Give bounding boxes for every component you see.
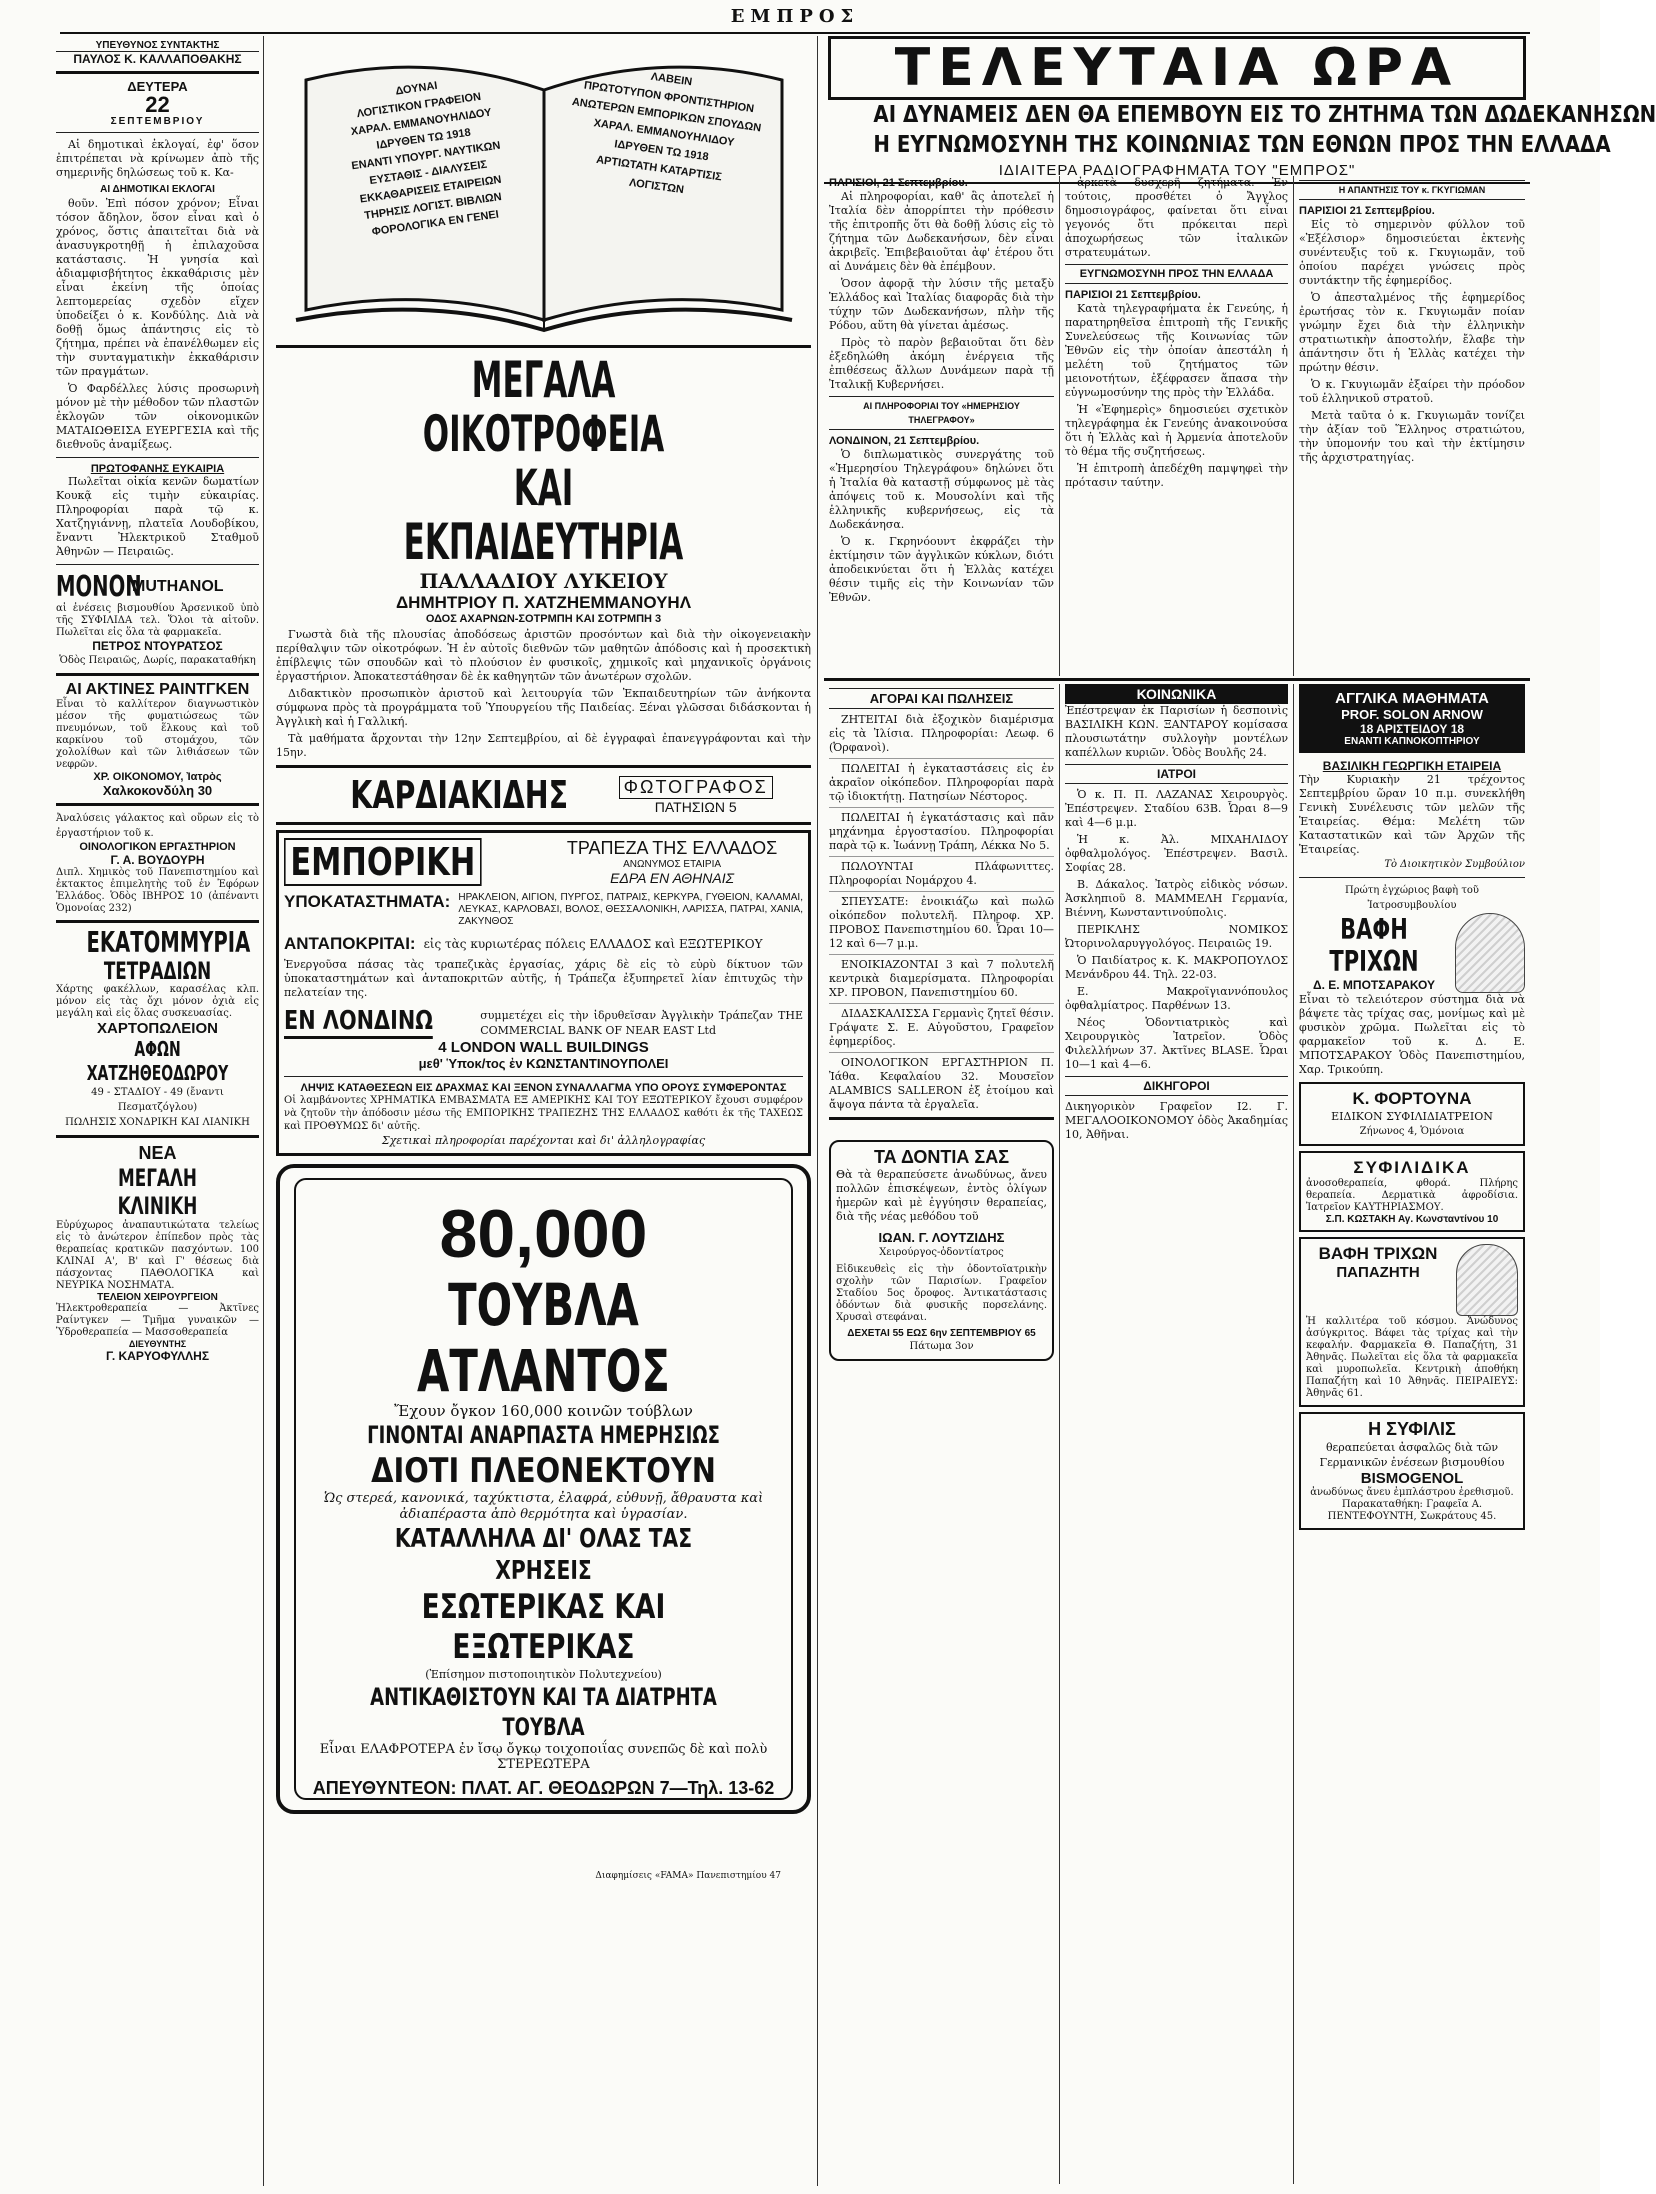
last-hour-banner (828, 36, 1526, 100)
hair-dye-text: Εἶναι τὸ τελειότερον σύστημα διὰ νὰ βάψετε τὰς τρίχας σας, μονίμως καὶ μὲ φυσικὸν χρῶμα. Πωλεῖται εἰς τὸ φαρμακεῖον τοῦ κ. Δ. Ε. ΜΠΟΤΣΑΡΑΚΟΥ Ὁδὸς Πανεπιστημίου, Χαρ. Τρικούπη. (1299, 993, 1525, 1076)
hair-dye-2-title: ΒΑΦΗ ΤΡΙΧΩΝ (1318, 1244, 1438, 1263)
bricks-line-7: (Ἐπίσημον πιστοποιητικὸν Πολυτεχνείου) (425, 1668, 662, 1681)
photographer-address: ΠΑΤΗΣΙΩΝ 5 (654, 798, 737, 815)
hair-dye-name: Δ. Ε. ΜΠΟΤΣΑΡΑΚΟΥ (1312, 978, 1436, 992)
headline-1: ΑΙ ΔΥΝΑΜΕΙΣ ΔΕΝ ΘΑ ΕΠΕΜΒΟΥΝ ΕΙΣ ΤΟ ΖΗΤΗΜΑ ΤΩΝ ΔΩΔΕΚΑΝΗΣΩΝ (873, 102, 1656, 128)
woman-portrait-image (1455, 913, 1525, 993)
lawyer-entry: Δικηγορικὸν Γραφεῖον Ι2. Γ. ΜΕΓΑΛΟΟΙΚΟΝΟΜΟΥ ὁδὸς Ἀκαδημίας 10, Ἀθῆναι. (1065, 1100, 1288, 1141)
teeth-address: Πάτωμα 3ον (909, 1341, 974, 1352)
fortouna-name: Κ. ΦΟΡΤΟΥΝΑ (1352, 1089, 1472, 1108)
geo-society-text: Τὴν Κυριακὴν 21 τρέχοντος Σεπτεμβρίου ὥραν 10 π.μ. συνεκλήθη Γενικὴ Συνέλευσις τῶν μελῶν τῆς Ἑταιρείας. Θέμα: Μελέτη τῶν Καταστατικῶν καὶ τῶν Ἀρχῶν τῆς Ἑταιρείας. (1299, 773, 1525, 856)
clinic-surgery: ΤΕΛΕΙΟΝ ΧΕΙΡΟΥΡΓΕΙΟΝ (97, 1292, 218, 1303)
editorial-article (56, 138, 259, 452)
bank-name: ΕΜΠΟΡΙΚΗ (284, 838, 482, 886)
clinic-title: ΜΕΓΑΛΗ ΚΛΙΝΙΚΗ (117, 1164, 198, 1220)
middle-column (270, 36, 818, 2186)
hair-dye-ad-1 (1299, 913, 1525, 993)
fortouna-address: Ζήνωνος 4, Ὁμόνοια (1359, 1126, 1465, 1137)
bricks-line-2: ΓΙΝΟΝΤΑΙ ΑΝΑΡΠΑΣΤΑ ΗΜΕΡΗΣΙΩΣ (367, 1421, 720, 1449)
hair-dye-2-name: ΠΑΠΑΖΗΤΗ (1336, 1264, 1420, 1281)
school-owner: ΔΗΜΗΤΡΙΟΥ Π. ΧΑΤΖΗΕΜΜΑΝΟΥΗΛ (395, 593, 692, 612)
news-dateline: ΛΟΝΔΙΝΟΝ, 21 Σεπτεμβρίου. (829, 435, 980, 447)
weekday: ΔΕΥΤΕΡΑ (127, 79, 188, 94)
news-subheading: ΑΙ ΠΛΗΡΟΦΟΡΙΑΙ ΤΟΥ «ΗΜΕΡΗΣΙΟΥ ΤΗΛΕΓΡΑΦΟΥ» (829, 396, 1054, 430)
notebooks-title-2: ΤΕΤΡΑΔΙΩΝ (103, 957, 212, 985)
bank-header (284, 838, 803, 886)
bricks-ad (276, 1164, 811, 1881)
teeth-hours: ΔΕΧΕΤΑΙ 55 ΕΩΣ 6ην ΣΕΠΤΕΜΒΡΙΟΥ 65 (847, 1328, 1036, 1339)
masthead (60, 6, 1530, 34)
paper-shop-label: ΧΑΡΤΟΠΩΛΕΙΟΝ (97, 1020, 218, 1037)
news-para: Ὁ κ. Γκρηνόουντ ἐκφράζει τὴν ἐκτίμησιν τῶν ἀγγλικῶν κύκλων, διότι ἀποδεικνύεται ὅτι ἡ Ἑλλὰς κατέχει θέσιν τιμῆς εἰς τὴν Κοινωνίαν τῶν Ἐθνῶν. (829, 535, 1054, 604)
bank-sub-3: ΕΔΡΑ ΕΝ ΑΘΗΝΑΙΣ (610, 870, 735, 886)
syphilitic-doctor: Σ.Π. ΚΩΣΤΑΚΗ Αγ. Κωνσταντίνου 10 (1325, 1214, 1499, 1225)
woman-portrait-image (1456, 1244, 1518, 1316)
notebooks-text: Χάρτης φακέλλων, καρασέλας κλπ. μόνον εἰς τὰς ὄχι μόνον ὀχιὰ εἰς μεγάλη καὶ εἰς ὅλας συσκευασίας. (56, 984, 259, 1019)
syphilis-title: Η ΣΥΦΙΛΙΣ (1368, 1419, 1456, 1439)
sales-item: ΠΩΛΕΙΤΑΙ ἡ ἐγκαταστάσεις εἰς ἐν ἀκραῖον οἰκόπεδον. Πληροφορίαι παρὰ τῷ ἰδιοκτήτῃ. Πατησίων Νέστορος. (829, 762, 1054, 808)
month: ΣΕΠΤΕΜΒΡΙΟΥ (110, 116, 205, 127)
news-para: Αἱ πληροφορίαι, καθ' ἃς ἀποτελεῖ ἡ Ἰταλία δὲν ἀπορρίπτει τὴν πρόθεσιν τῆς ἐπιτροπῆς ὅτι θὰ δοθῇ λύσις εἰς τὸ ζήτημα τῶν Δωδεκανήσων, δὲν εἶναι ἀκριβεῖς. Ἐπιβεβαιοῦται ἀφ' ἑτέρου ὅτι αἱ Δυνάμεις δὲν θὰ ἐπέμβουν. (829, 190, 1054, 273)
bank-london-branch: μεθ' Ὑποκ/τος ἐν ΚΩΝΣΤΑΝΤΙΝΟΥΠΟΛΕΙ (418, 1056, 669, 1071)
xray-title: ΑΙ ΑΚΤΙΝΕΣ ΡΑΙΝΤΓΚΕΝ (65, 681, 250, 698)
bank-ad (276, 830, 811, 1156)
doctors-title: ΙΑΤΡΟΙ (1065, 764, 1288, 784)
news-para: Ἡ ἐπιτροπὴ ἀπεδέχθη παμψηφεὶ τὴν πρότασιν ταύτην. (1065, 462, 1288, 489)
masthead-title: ΕΜΠΡΟΣ (730, 6, 860, 27)
bricks-line-4: Ὡς στερεά, κανονικά, ταχύκτιστα, ἐλαφρά, εὐθυνῇ, ἄθραυστα καὶ ἀδιαπέραστα ἀπὸ θερμότητα καὶ ὑγρασίαν. (323, 1491, 764, 1522)
news-para: Κατὰ τηλεγραφήματα ἐκ Γενεύης, ἡ παρατηρηθεῖσα ἐπιτροπὴ τῆς Γενικῆς Συνελεύσεως τῆς Κοινωνίας τῶν Ἐθνῶν εἰς τὴν ὁποίαν ἀπεστάλη ἡ μελέτη τοῦ ζητήματος τῶν μειονοτήτων, ἐξέφρασεν ἅπασα τὴν εὐγνωμοσύνην της πρὸς τὴν Ἑλλάδα. (1065, 302, 1288, 399)
bricks-line-6: ΕΣΩΤΕΡΙΚΑΣ ΚΑΙ ΕΞΩΤΕΡΙΚΑΣ (421, 1587, 666, 1667)
news-subheading: Η ΑΠΑΝΤΗΣΙΣ ΤΟΥ κ. ΓΚΥΓΙΩΜΑΝ (1299, 180, 1525, 200)
bank-london (284, 1006, 803, 1039)
photographer-name: ΚΑΡΔΙΑΚΙΔΗΣ (350, 773, 569, 817)
english-prof: PROF. SOLON ARNOW (1341, 707, 1483, 722)
bricks-line-9: Εἶναι ΕΛΑΦΡΟΤΕΡΑ ἐν ἴσῳ ὄγκῳ τοιχοποιΐας συνεπῶς δὲ καὶ πολὺ ΣΤΕΡΕΩΤΕΡΑ (319, 1742, 768, 1772)
bricks-line-8: ΑΝΤΙΚΑΘΙΣΤΟΥΝ ΚΑΙ ΤΑ ΔΙΑΤΡΗΤΑ ΤΟΥΒΛΑ (370, 1683, 717, 1741)
editorial-section-title: ΑΙ ΔΗΜΟΤΙΚΑΙ ΕΚΛΟΓΑΙ (100, 184, 215, 195)
bank-branches-list: ΗΡΑΚΛΕΙΟΝ, ΑΙΓΙΟΝ, ΠΥΡΓΟΣ, ΠΑΤΡΑΙΣ, ΚΕΡΚΥΡΑ, ΓΥΘΕΙΟΝ, ΚΑΛΑΜΑΙ, ΛΕΥΚΑΣ, ΚΑΡΛΟΒΑΣΙ, ΒΟΛΟΣ, ΘΕΣΣΑΛΟΝΙΚΗ, ΛΑΡΙΣΣΑ, ΠΑΤΡΑΙ, ΧΑΝΙΑ, ΖΑΚΥΝΘΟΣ (458, 892, 803, 927)
hair-dye-intro: Πρώτη ἐγχώριος βαφὴ τοῦ Ἰατροσυμβουλίου (1345, 885, 1479, 911)
news-para: Μετὰ ταῦτα ὁ κ. Γκυγιωμᾶν τονίζει τὴν ἀξίαν τοῦ Ἕλληνος στρατιώτου, τὴν ὑπομονήν του καὶ τὴν ἐκτίμησιν τῆς ἀρχιστρατηγίας. (1299, 409, 1525, 464)
book-left-page: ΔΟΥΝΑΙ ΛΟΓΙΣΤΙΚΟΝ ΓΡΑΦΕΙΟΝ ΧΑΡΑΛ. ΕΜΜΑΝΟΥΗΛΙΔΟΥ ΙΔΡΥΘΕΝ ΤΩ 1918 ΕΝΑΝΤΙ ΥΠΟΥΡΓ. ΝΑΥΤΙΚΩΝ ΕΥΣΤΑΘΙΣ - ΔΙΑΛΥΣΕΙΣ ΕΚΚΑΘΑΡΙΣΕΙΣ ΕΤΑΙΡΕΙΩΝ ΤΗΡΗΣΙΣ ΛΟΓΙΣΤ. ΒΙΒΛΙΩΝ ΦΟΡΟΛΟΓΙΚΑ ΕΝ ΓΕΝΕΙ (350, 79, 503, 239)
opportunity-para: Πωλεῖται οἰκία κενῶν δωματίων Κουκᾷ εἰς τιμὴν εὐκαιρίας. Πληροφορίαι παρὰ τῷ κ. Χατζηγιάννῃ, πλατεῖα Λουδοβίκου, ἔναντι Ἠλεκτρικοῦ Σταθμοῦ Ἀθηνῶν — Πειραιῶς. (56, 475, 259, 558)
hair-dye-ad-1-text (1299, 914, 1449, 992)
clinic-new: ΝΕΑ (138, 1143, 177, 1163)
news-dateline: ΠΑΡΙΣΙΟΙ 21 Σεπτεμβρίου. (1065, 289, 1201, 301)
bricks-contact: ΑΠΕΥΘΥΝΤΕΟΝ: ΠΛΑΤ. ΑΓ. ΘΕΟΔΩΡΩΝ 7—Τηλ. 13-62 (312, 1778, 775, 1798)
lab-title: ΟΙΝΟΛΟΓΙΚΟΝ ΕΡΓΑΣΤΗΡΙΟΝ (79, 841, 236, 853)
bank-subtitle (541, 838, 803, 886)
xray-address: Χαλκοκονδύλη 30 (102, 783, 213, 798)
bricks-line-3: ΔΙΟΤΙ ΠΛΕΟΝΕΚΤΟΥΝ (371, 1451, 716, 1491)
news-dateline: ΠΑΡΙΣΙΟΙ, 21 Σεπτεμβρίου. (829, 177, 968, 189)
fortouna-role: ΕΙΔΙΚΟΝ ΣΥΦΙΛΙΔΙΑΤΡΕΙΟΝ (1331, 1110, 1493, 1123)
bank-london-address: 4 LONDON WALL BUILDINGS (438, 1039, 649, 1056)
classifieds-col-1 (824, 684, 1060, 2184)
bricks-line-5: ΚΑΤΑΛΛΗΛΑ ΔΙ' ΟΛΑΣ ΤΑΣ ΧΡΗΣΕΙΣ (394, 1524, 693, 1586)
notebooks-title-1: ΕΚΑΤΟΜΜΥΡΙΑ (86, 926, 251, 959)
news-para: Ὁσον ἀφορᾷ τὴν λύσιν τῆς μεταξὺ Ἑλλάδος καὶ Ἰταλίας διαφορᾶς διὰ τὴν τύχην τῶν Δωδεκανήσων, πλὴν τῆς Ρόδου, αὕτη θὰ γίνεται ἀμέσως. (829, 277, 1054, 332)
sales-item: ΔΙΔΑΣΚΑΛΙΣΣΑ Γερμανὶς ζητεῖ θέσιν. Γράψατε Σ. Ε. Αὐγοῦστου, Γραφεῖον ἐφημερίδος. (829, 1007, 1054, 1053)
sales-item: ΠΩΛΕΙΤΑΙ ἡ ἐγκατάστασις καὶ πᾶν μηχάνημα ἐργοστασίου. Πληροφορίαι παρὰ τῷ κ. Ἰωάννῃ Τράπη, Λέκκα No 5. (829, 811, 1054, 857)
news-para: ἀρκετὰ δυσχερῆ ζητήματα. Ἐν τούτοις, προσθέτει ὁ Ἄγγλος δημοσιογράφος, φαίνεται ὅτι εἶναι γεγονός ὅτι πρόκειται περὶ ἀποχωρήσεως τῶν ἰταλικῶν στρατευμάτων. (1065, 176, 1288, 259)
bricks-footer: Διαφημίσεις «FAMA» Πανεπιστημίου 47 (595, 1871, 781, 1881)
doctor-entry: Νέος Ὁδοντιατρικὸς καὶ Χειρουργικὸς Ἰατρεῖον. Ὁδὸς Φιλελλήνων 37. Ἀκτῖνες BLASE. Ὧραι 10—1 καὶ 4—6. (1065, 1016, 1288, 1071)
doctor-entry: Ὁ κ. Π. Π. ΛΑΖΑΝΑΣ Χειρουργὸς. Ἐπέστρεψεν. Σταδίου 63Β. Ὧραι 8—9 καὶ 4—6 μ.μ. (1065, 788, 1288, 829)
clinic-text: Εὐρύχωρος ἀναπαυτικώτατα τελείως εἰς τὸ ἀνώτερον ἐπίπεδον πρὸς τὰς θεραπείας κρατικῶν πασχόντων. 100 ΚΛΙΝΑΙ Α', Β' καὶ Γ' θέσεως διὰ πάσχοντας ΠΑΘΟΛΟΓΙΚΑ καὶ ΝΕΥΡΙΚΑ ΝΟΣΗΜΑΤΑ. (56, 1220, 259, 1291)
news-para: Ἡ «Ἐφημερὶς» δημοσιεύει σχετικὸν τηλεγράφημα ἐκ Γενεύης ἀνακοινούσα ὅτι ἡ Ἑλλὰς καὶ ἡ Ἀρμενία ἀποτελοῦν τὸ θέμα τῆς συζητήσεως. (1065, 403, 1288, 458)
school-title-2: ΚΑΙ ΕΚΠΑΙΔΕΥΤΗΡΙΑ (403, 459, 684, 571)
news-col-2 (1060, 176, 1294, 676)
photographer-ad (276, 773, 811, 817)
bricks-title: ΤΟΥΒΛΑ ΑΤΛΑΝΤΟΣ (417, 1271, 670, 1405)
school-para: Τὰ μαθήματα ἄρχονται τὴν 12ην Σεπτεμβρίου, αἱ δὲ ἐγγραφαὶ ἐπανεγγράφονται καὶ τὴν 15ην. (276, 732, 811, 759)
byline: ΙΔΙΑΙΤΕΡΑ ΡΑΔΙΟΓΡΑΦΗΜΑΤΑ ΤΟΥ "ΕΜΠΡΟΣ" (824, 162, 1530, 184)
editorial-para: Ὁ Φαρδέλλες λύσις προσωρινὴ μόνον μὲ τὴν μέθοδον τῶν πλαστῶν ἐκλογῶν τῶν οἰκονομικῶν ΜΑΤΑΙΩΘΕΙΣΑ ΕΥΕΡΓΕΣΙΑ καὶ τῆς διεθνοῦς ἀναμίξεως. (56, 382, 259, 451)
lab-intro: Ἀναλύσεις γάλακτος καὶ οὔρων εἰς τὸ ἐργαστήριον τοῦ κ. (56, 813, 259, 839)
opportunity-title: ΠΡΩΤΟΦΑΝΗΣ ΕΥΚΑΙΡΙΑ (90, 463, 225, 475)
xray-doctor: ΧΡ. ΟΙΚΟΝΟΜΟΥ, Ἰατρὸς (93, 771, 222, 783)
sales-item: ΠΩΛΟΥΝΤΑΙ Πλάφωνιττες. Πληροφορίαι Νομάρχου 4. (829, 860, 1054, 892)
school-address: ΟΔΟΣ ΑΧΑΡΝΩΝ-ΣΟΤΡΜΠΗ ΚΑΙ ΣΟΤΡΜΠΗ 3 (425, 613, 662, 625)
geo-society-title: ΒΑΣΙΛΙΚΗ ΓΕΩΡΓΙΚΗ ΕΤΑΙΡΕΙΑ (1322, 759, 1502, 773)
classifieds-area (824, 684, 1530, 2184)
bank-deposits-title: ΛΗΨΙΣ ΚΑΤΑΘΕΣΕΩΝ ΕΙΣ ΔΡΑΧΜΑΣ ΚΑΙ ΞΕΝΟΝ ΣΥΝΑΛΛΑΓΜΑ ΥΠΟ ΟΡΟΥΣ ΣΥΜΦΕΡΟΝΤΑΣ (300, 1082, 787, 1094)
lawyers-title: ΔΙΚΗΓΟΡΟΙ (1065, 1076, 1288, 1096)
news-dateline: ΠΑΡΙΣΙΟΙ 21 Σεπτεμβρίου. (1299, 205, 1435, 217)
right-area (824, 36, 1656, 2186)
bricks-number: 80,000 (439, 1196, 648, 1272)
syphilis-text-2: ἀνωδύνως ἄνευ ἐμπλάστρου ἐρεθισμοῦ. Παρακαταθήκη: Γραφεῖα Α. ΠΕΝΤΕΦΟΥΝΤΗ, Σωκράτους 45. (1310, 1487, 1514, 1522)
lab-name: Γ. Α. ΒΟΥΔΟΥΡΗ (110, 853, 205, 867)
muthanol-text: αἱ ἐνέσεις βισμουθίου Ἀρσενικοῦ ὑπὸ τῆς ΣΥΦΙΛΙΔΑ τελ. Ὅλοι τὰ αἰτοῦν. Πωλεῖται εἰς ὅλα τὰ φαρμακεῖα. (56, 603, 259, 638)
responsible-label: ΥΠΕΥΘΥΝΟΣ ΣΥΝΤΑΚΤΗΣ (56, 40, 259, 52)
bank-branches-label: ΥΠΟΚΑΤΑΣΤΗΜΑΤΑ: (284, 892, 451, 911)
social-title: ΚΟΙΝΩΝΙΚΑ (1065, 684, 1288, 704)
news-para: Ὁ κ. Γκυγιωμᾶν ἐξαίρει τὴν πρόοδον τοῦ ἑλληνικοῦ στρατοῦ. (1299, 378, 1525, 405)
clinic-extra: Ἠλεκτροθεραπεία — Ἀκτῖνες Ραίντγκεν — Τμῆμα γυναικῶν — Ὑδροθεραπεία — Μασσοθεραπεία (56, 1303, 259, 1338)
syphilitic-text: ἀνοσοθεραπεία, φθορά. Πλήρης θεραπεία. Δερματικὰ ἀφροδίσια. Ἰατρεῖον ΚΑΥΤΗΡΙΑΣΜΟΥ. (1306, 1178, 1518, 1213)
day-number: 22 (145, 92, 170, 117)
teeth-role: Χειρούργος-ὀδοντίατρος (879, 1247, 1004, 1258)
english-address-2: ΕΝΑΝΤΙ ΚΑΠΝΟΚΟΠΤΗΡΙΟΥ (1344, 736, 1480, 747)
bricks-inner (294, 1178, 793, 1881)
fortouna-ad (1299, 1082, 1525, 1146)
bank-sub-2: ΑΝΩΝΥΜΟΣ ΕΤΑΙΡΙΑ (623, 859, 722, 870)
sales-item: ΖΗΤΕΙΤΑΙ διὰ ἐξοχικὸν διαμέρισμα εἰς τὰ Ἰλίσια. Πληροφορίαι: Λεωφ. 6 (Ὀρφανοὶ). (829, 713, 1054, 759)
english-title: ΑΓΓΛΙΚΑ ΜΑΘΗΜΑΤΑ (1335, 690, 1489, 707)
headline-2: Η ΕΥΓΝΩΜΟΣΥΝΗ ΤΗΣ ΚΟΙΝΩΝΙΑΣ ΤΩΝ ΕΘΝΩΝ ΠΡΟΣ ΤΗΝ ΕΛΛΑΔΑ (873, 132, 1611, 158)
bank-info: Σχετικαὶ πληροφορίαι παρέχονται καὶ δι' ἀλληλογραφίας (381, 1134, 706, 1147)
editorial-para: Αἱ δημοτικαὶ ἐκλογαί, ἐφ' ὅσον ἐπιτρέπεται νὰ κρίνωμεν ἀπὸ τῆς σημερινῆς δηλώσεως τοῦ κ. Κα- (56, 138, 259, 179)
paper-shop-address: 49 - ΣΤΑΔΙΟΥ - 49 (ἔναντι Πεσματζόγλου) (91, 1087, 224, 1113)
teeth-doctor: ΙΩΑΝ. Γ. ΛΟΥΤΖΙΔΗΣ (878, 1230, 1005, 1245)
teeth-text: Θὰ τὰ θεραπεύσετε ἀνωδύνως, ἄνευ πολλῶν ἐπισκέψεων, ἐντὸς ὀλίγων ἡμερῶν καὶ μὲ ἐγγύησιν θεραπείας, διὰ τῆς νέας μεθόδου τοῦ (836, 1168, 1047, 1223)
bank-london-label: ΕΝ ΛΟΝΔΙΝΩ (284, 1006, 433, 1039)
news-para: Πρὸς τὸ παρὸν βεβαιοῦται ὅτι δὲν ἐξεδηλώθη ἀκόμη ἐνέργεια τῆς ἐπιθέσεως ἄλλων Δυνάμεων παρὰ τῇ Ἰταλικῇ Κυβερνήσει. (829, 336, 1054, 391)
editorial-para: θοῦν. Ἐπὶ πόσον χρόνον; Εἶναι τόσον ἄδηλον, ὅσον εἶναι καὶ ὁ χρόνος, ὅστις ἀπαιτεῖται διὰ νὰ ἀνασυγκροτηθῇ ἡ ἐπιλαχοῦσα κατάστασις. Ἡ γνησία καὶ ἀδιαμφισβήτητος ἐκκαθάρισις μὲν εἶναι ἐκείνη τῆς ὁποίας λεπτομερείας σχεδὸν εἴχεν ὑποδείξει ὁ κ. Κονδύλης. Διὰ νὰ δοθῇ ὅμως ἀπάντησις εἰς τὸ ζήτημα, πρέπει νὰ ἐπανέλθωμεν εἰς τὴν συνταγματικὴν ἐκκαθάρισιν τῶν πραγμάτων. (56, 197, 259, 378)
doctors-list (1065, 788, 1288, 1072)
syphilitic-title: ΣΥΦΙΛΙΔΙΚΑ (1353, 1158, 1471, 1177)
monon-label: ΜΟΝΟΝ (56, 570, 142, 603)
bismogenol-ad (1299, 1412, 1525, 1530)
news-col-3 (1294, 176, 1530, 676)
photographer-info (619, 776, 773, 815)
muthanol-addr: Ὁδὸς Πειραιῶς, Δωρίς, παρακαταθήκη (59, 655, 256, 666)
doctor-entry: Ἡ κ. Ἀλ. ΜΙΧΑΗΛΙΔΟΥ ὀφθαλμολόγος. Ἐπέστρεψεν. Βασιλ. Σοφίας 28. (1065, 833, 1288, 874)
editor-name: ΠΑΥΛΟΣ Κ. ΚΑΛΛΑΠΟΘΑΚΗΣ (73, 52, 242, 66)
paper-shop-owner: ΑΦΩΝ ΧΑΤΖΗΘΕΟΔΩΡΟΥ (86, 1037, 229, 1085)
hair-dye-2-text: Ἡ καλλιτέρα τοῦ κόσμου. Ἀνώδυνος ἀσύγκριτος. Βάφει τὰς τρίχας καὶ τὴν κεφαλήν. Φαρμακεῖα Θ. Παπαζήτη, 31 Ἀθηνᾶς. Πωλεῖται εἰς ὅλα τὰ φαρμακεῖα καὶ μυροπωλεῖα. Κεντρικὴ ἀποθήκη Παπαζήτη καὶ 10 Ἀθηνᾶς. ΠΕΙΡΑΙΕΥΣ: Ἀθηνᾶς 61. (1306, 1316, 1518, 1399)
muthanol-ad (56, 570, 259, 603)
hair-dye-ad-2-heading (1306, 1244, 1450, 1316)
paper-shop-sales: ΠΩΛΗΣΙΣ ΧΟΝΔΡΙΚΗ ΚΑΙ ΛΙΑΝΙΚΗ (65, 1117, 250, 1128)
muthanol-label: MUTHANOL (132, 577, 224, 595)
syphilitic-ad (1299, 1151, 1525, 1232)
classifieds-col-3 (1294, 684, 1530, 2184)
sales-title: ΑΓΟΡΑΙ ΚΑΙ ΠΩΛΗΣΕΙΣ (829, 688, 1054, 709)
teeth-more: Εἰδικευθεὶς εἰς τὴν ὀδοντοϊατρικὴν σχολὴν τῶν Παρισίων. Γραφεῖον Σταδίου 5ος ὄροφος. Ἀντικατάστασις ὀδόντων διὰ φυσικῆς πορσελάνης. Χρυσαὶ στεφάναι. (836, 1264, 1047, 1323)
bank-correspondents-label: ΑΝΤΑΠΟΚΡΙΤΑΙ: (284, 934, 416, 953)
school-para: Γνωστὰ διὰ τῆς πλουσίας ἀποδόσεως ἀριστῶν προσόντων καὶ διὰ τὴν οἰκογενειακὴν περίθαλψιν τῶν οἰκοτρόφων. Ἡ ἐν αὐτοῖς διεθνῶν τῶν μαθητῶν ἀπόδοσις καὶ ἡ προσεκτικὴ ἐπίβλεψις τῶν σπουδῶν καὶ τὸ πλούσιον ἐν φυσικοῖς, χημικοῖς καὶ μηχανικοῖς ὀργάνοις ἐργαστήριον. Ἀποκατεστάθησαν δὲ ἐκ καθηγητῶν τῶν ἀνωτέρων σχολῶν. (276, 628, 811, 683)
banner-title: ΤΕΛΕΥΤΑΙΑ ΩΡΑ (894, 38, 1460, 98)
sales-item: ΕΝΟΙΚΙΑΖΟΝΤΑΙ 3 καὶ 7 πολυτελῆ κεντρικὰ διαμερίσματα. Πληροφορίαι ΧΡ. ΠΡΟΒΟΝ, Πανεπιστημίου 60. (829, 958, 1054, 1004)
clinic-director-label: ΔΙΕΥΘΥΝΤΗΣ (128, 1339, 187, 1349)
english-address: 18 ΑΡΙΣΤΕΙΔΟΥ 18 (1359, 722, 1465, 736)
news-para: Ὁ ἀπεσταλμένος τῆς ἐφημερίδος ἐρωτήσας τὸν κ. Γκυγιωμᾶν ποίαν γνώμην ἔχει διὰ τὴν ἑλληνικὴν στρατιωτικὴν ἀποστολήν, ἔλαβε τὴν ἀπάντησιν ὅτι ἡ Ἑλλὰς κατέχει τὴν πρώτην θέσιν. (1299, 291, 1525, 374)
left-column (52, 36, 264, 2186)
sales-item: ΟΙΝΟΛΟΓΙΚΟΝ ΕΡΓΑΣΤΗΡΙΟΝ Π. Ἰάθα. Κεφαλαίου 32. Μουσεῖον ALAMBICS SALLERON ἐξ ἑτοίμου καὶ ἄψογα πάντα τὰ ἐργαλεῖα. (829, 1056, 1054, 1111)
accounting-book-ad (276, 40, 811, 340)
school-para: Διδακτικὸν προσωπικὸν ἀριστοῦ καὶ λειτουργία τῶν Ἐκπαιδευτηρίων τῶν ἀνήκοντα σύμφωνα πρὸς τὰ προγράμματα τοῦ Ὑπουργείου τῆς Παιδείας. Ξέναι γλῶσσαι διδάσκονται ἡ Ἀγγλικὴ καὶ ἡ Γαλλική. (276, 687, 811, 728)
sales-item: ΣΠΕΥΣΑΤΕ: ἐνοικιάζω καὶ πωλῶ οἰκόπεδον πολυτελῆ. Πληροφ. ΧΡ. ΠΡΟΒΟΣ Πανεπιστημίου 60. Ὧραι 10—12 καὶ 6—7 μ.μ. (829, 895, 1054, 955)
bank-correspondents (284, 934, 803, 954)
doctor-entry: ΠΕΡΙΚΛΗΣ ΝΟΜΙΚΟΣ Ὠτορινολαρυγγολόγος. Πειραιῶς 19. (1065, 923, 1288, 950)
hair-dye-ad-2 (1299, 1237, 1525, 1407)
bank-operations: Ἐνεργοῦσα πάσας τὰς τραπεζικὰς ἐργασίας, χάρις δὲ εἰς τὸ εὐρὺ δίκτυον τῶν ὑποκαταστημάτων καὶ ἀνταποκριτῶν αὐτῆς, ἡ Τράπεζα ἐξυπηρετεῖ λίαν ἐπιτυχῶς τὴν πελατείαν της. (284, 958, 803, 999)
news-subheading: ΕΥΓΝΩΜΟΣΥΝΗ ΠΡΟΣ ΤΗΝ ΕΛΛΑΔΑ (1065, 264, 1288, 284)
book-right-page: ΛΑΒΕΙΝ ΠΡΩΤΟΤΥΠΟΝ ΦΡΟΝΤΙΣΤΗΡΙΟΝ ΑΝΩΤΕΡΩΝ ΕΜΠΟΡΙΚΩΝ ΣΠΟΥΔΩΝ ΧΑΡΑΛ. ΕΜΜΑΝΟΥΗΛΙΔΟΥ ΙΔΡΥΘΕΝ ΤΩ 1918 ΑΡΤΙΩΤΑΤΗ ΚΑΤΑΡΤΙΣΙΣ ΛΟΓΙΣΤΩΝ (571, 70, 762, 197)
muthanol-rep: ΠΕΤΡΟΣ ΝΤΟΥΡΑΤΣΟΣ (92, 639, 223, 653)
news-para: Εἰς τὸ σημερινὸν φύλλον τοῦ «Ἐξέλσιορ» δημοσιεύεται ἐκτενὴς συνέντευξις τοῦ κ. Γκυγιωμᾶν, τοῦ ὁποίου παρέχει γνώσεις πρὸς συντάκτην τῆς ἐφημερίδος. (1299, 218, 1525, 287)
hair-dye-title: ΒΑΦΗ ΤΡΙΧΩΝ (1329, 913, 1419, 978)
news-para: Ὁ διπλωματικὸς συνεργάτης τοῦ «Ἡμερησίου Τηλεγράφου» δηλώνει ὅτι ἡ Ἰταλία θὰ καταστῇ σύμφωνος μὲ τὰς ἀπόψεις τοῦ κ. Μουσολίνι καὶ τῆς ἑλληνικῆς κυβερνήσεως, εἰς τὰ Δωδεκάνησα. (829, 448, 1054, 531)
bank-london-text: συμμετέχει εἰς τὴν ἱδρυθεῖσαν Ἀγγλικὴν Τράπεζαν THE COMMERCIAL BANK OF NEAR EAST Ltd (480, 1008, 803, 1037)
doctor-entry: Ε. Μακροϊγιαννόπουλος ὀφθαλμίατρος. Παρθένων 13. (1065, 985, 1288, 1012)
doctor-entry: Ὁ Παιδίατρος κ. Κ. ΜΑΚΡΟΠΟΥΛΟΣ Μενάνδρου 44. Τηλ. 22-03. (1065, 954, 1288, 981)
lab-text: Διπλ. Χημικὸς τοῦ Πανεπιστημίου καὶ ἐκτακτος ἐπιμελητὴς τοῦ ἐν Ἐφόρων Ἑλλάδος. Ὁδὸς ΙΒΗΡΟΣ 10 (ἀπέναντι Ὁμονοίας 232) (56, 867, 259, 914)
english-lessons-ad (1299, 684, 1525, 753)
bricks-line-1: Ἔχουν ὄγκον 160,000 κοινῶν τούβλων (394, 1402, 693, 1420)
bank-branches (284, 892, 803, 928)
school-subtitle: ΠΑΛΛΑΔΙΟΥ ΛΥΚΕΙΟΥ (419, 569, 668, 593)
syphilis-text: θεραπεύεται ἀσφαλῶς διὰ τῶν Γερμανικῶν ἐνέσεων βισμουθίου (1319, 1441, 1505, 1469)
news-columns (824, 176, 1530, 676)
bismogenol-name: BISMOGENOL (1360, 1470, 1464, 1487)
bank-correspondents-text: εἰς τὰς κυριωτέρας πόλεις ΕΛΛΑΔΟΣ καὶ ΕΞΩΤΕΡΙΚΟΥ (423, 936, 763, 951)
doctor-entry: Β. Δάκαλος. Ἰατρὸς εἰδικὸς νόσων. Ἀσκληπιοῦ 8. ΜΑΜΜΕΛΗ Γερμανία, Βιέννη, Κωνσταντινούπολις. (1065, 878, 1288, 919)
school-title-1: ΜΕΓΑΛΑ ΟΙΚΟΤΡΟΦΕΙΑ (422, 351, 665, 463)
bank-sub-1: ΤΡΑΠΕΖΑ ΤΗΣ ΕΛΛΑΔΟΣ (566, 838, 778, 858)
news-col-1 (824, 176, 1060, 676)
bank-deposits-text: Οἱ λαμβάνοντες ΧΡΗΜΑΤΙΚΑ ΕΜΒΑΣΜΑΤΑ ΕΞ ΑΜΕΡΙΚΗΣ ΚΑΙ ΤΟΥ ΕΞΩΤΕΡΙΚΟΥ ἔχουσι συμφέρον νὰ ζητοῦν τὴν ἀπόδοσιν μέσω τῆς ΕΜΠΟΡΙΚΗΣ ΤΡΑΠΕΖΗΣ ΤΗΣ ΕΛΛΑΔΟΣ καθότι ἐκ τῆς ΤΑΧΕΩΣ καὶ ΠΡΟΘΥΜΩΣ δι' αὐτῆς. (284, 1095, 803, 1132)
photographer-profession: ΦΩΤΟΓΡΑΦΟΣ (619, 776, 773, 799)
clinic-director: Γ. ΚΑΡΥΟΦΥΛΛΗΣ (105, 1349, 210, 1363)
xray-text: Εἶναι τὸ καλλίτερον διαγνωστικὸν μέσον τῆς φυματιώσεως τῶν πνευμόνων, τοῦ ἕλκους καὶ τοῦ καρκίνου τοῦ στομάχου, τῶν χολολίθων καὶ τῶν λιθιάσεων τῶν νεφρῶν. (56, 699, 259, 770)
social-text: Ἐπέστρεψαν ἐκ Παρισίων ἡ δεσποινὶς ΒΑΣΙΛΙΚΗ ΚΩΝ. ΞΑΝΤΑΡΟΥ κομίσασα πλουσιωτάτην συλλογὴν μοντέλων καπέλλων κυριῶν. Ὁδὸς Βουλῆς 24. (1065, 704, 1288, 759)
sales-list (829, 713, 1054, 1112)
opportunity-text (56, 475, 259, 559)
classifieds-col-2 (1060, 684, 1294, 2184)
teeth-title: ΤΑ ΔΟΝΤΙΑ ΣΑΣ (873, 1147, 1010, 1167)
teeth-ad (829, 1140, 1054, 1361)
geo-society-sign: Τὸ Διοικητικὸν Συμβούλιον (1384, 859, 1525, 870)
hair-dye-ad-2-top (1306, 1244, 1518, 1316)
school-body (276, 628, 811, 760)
